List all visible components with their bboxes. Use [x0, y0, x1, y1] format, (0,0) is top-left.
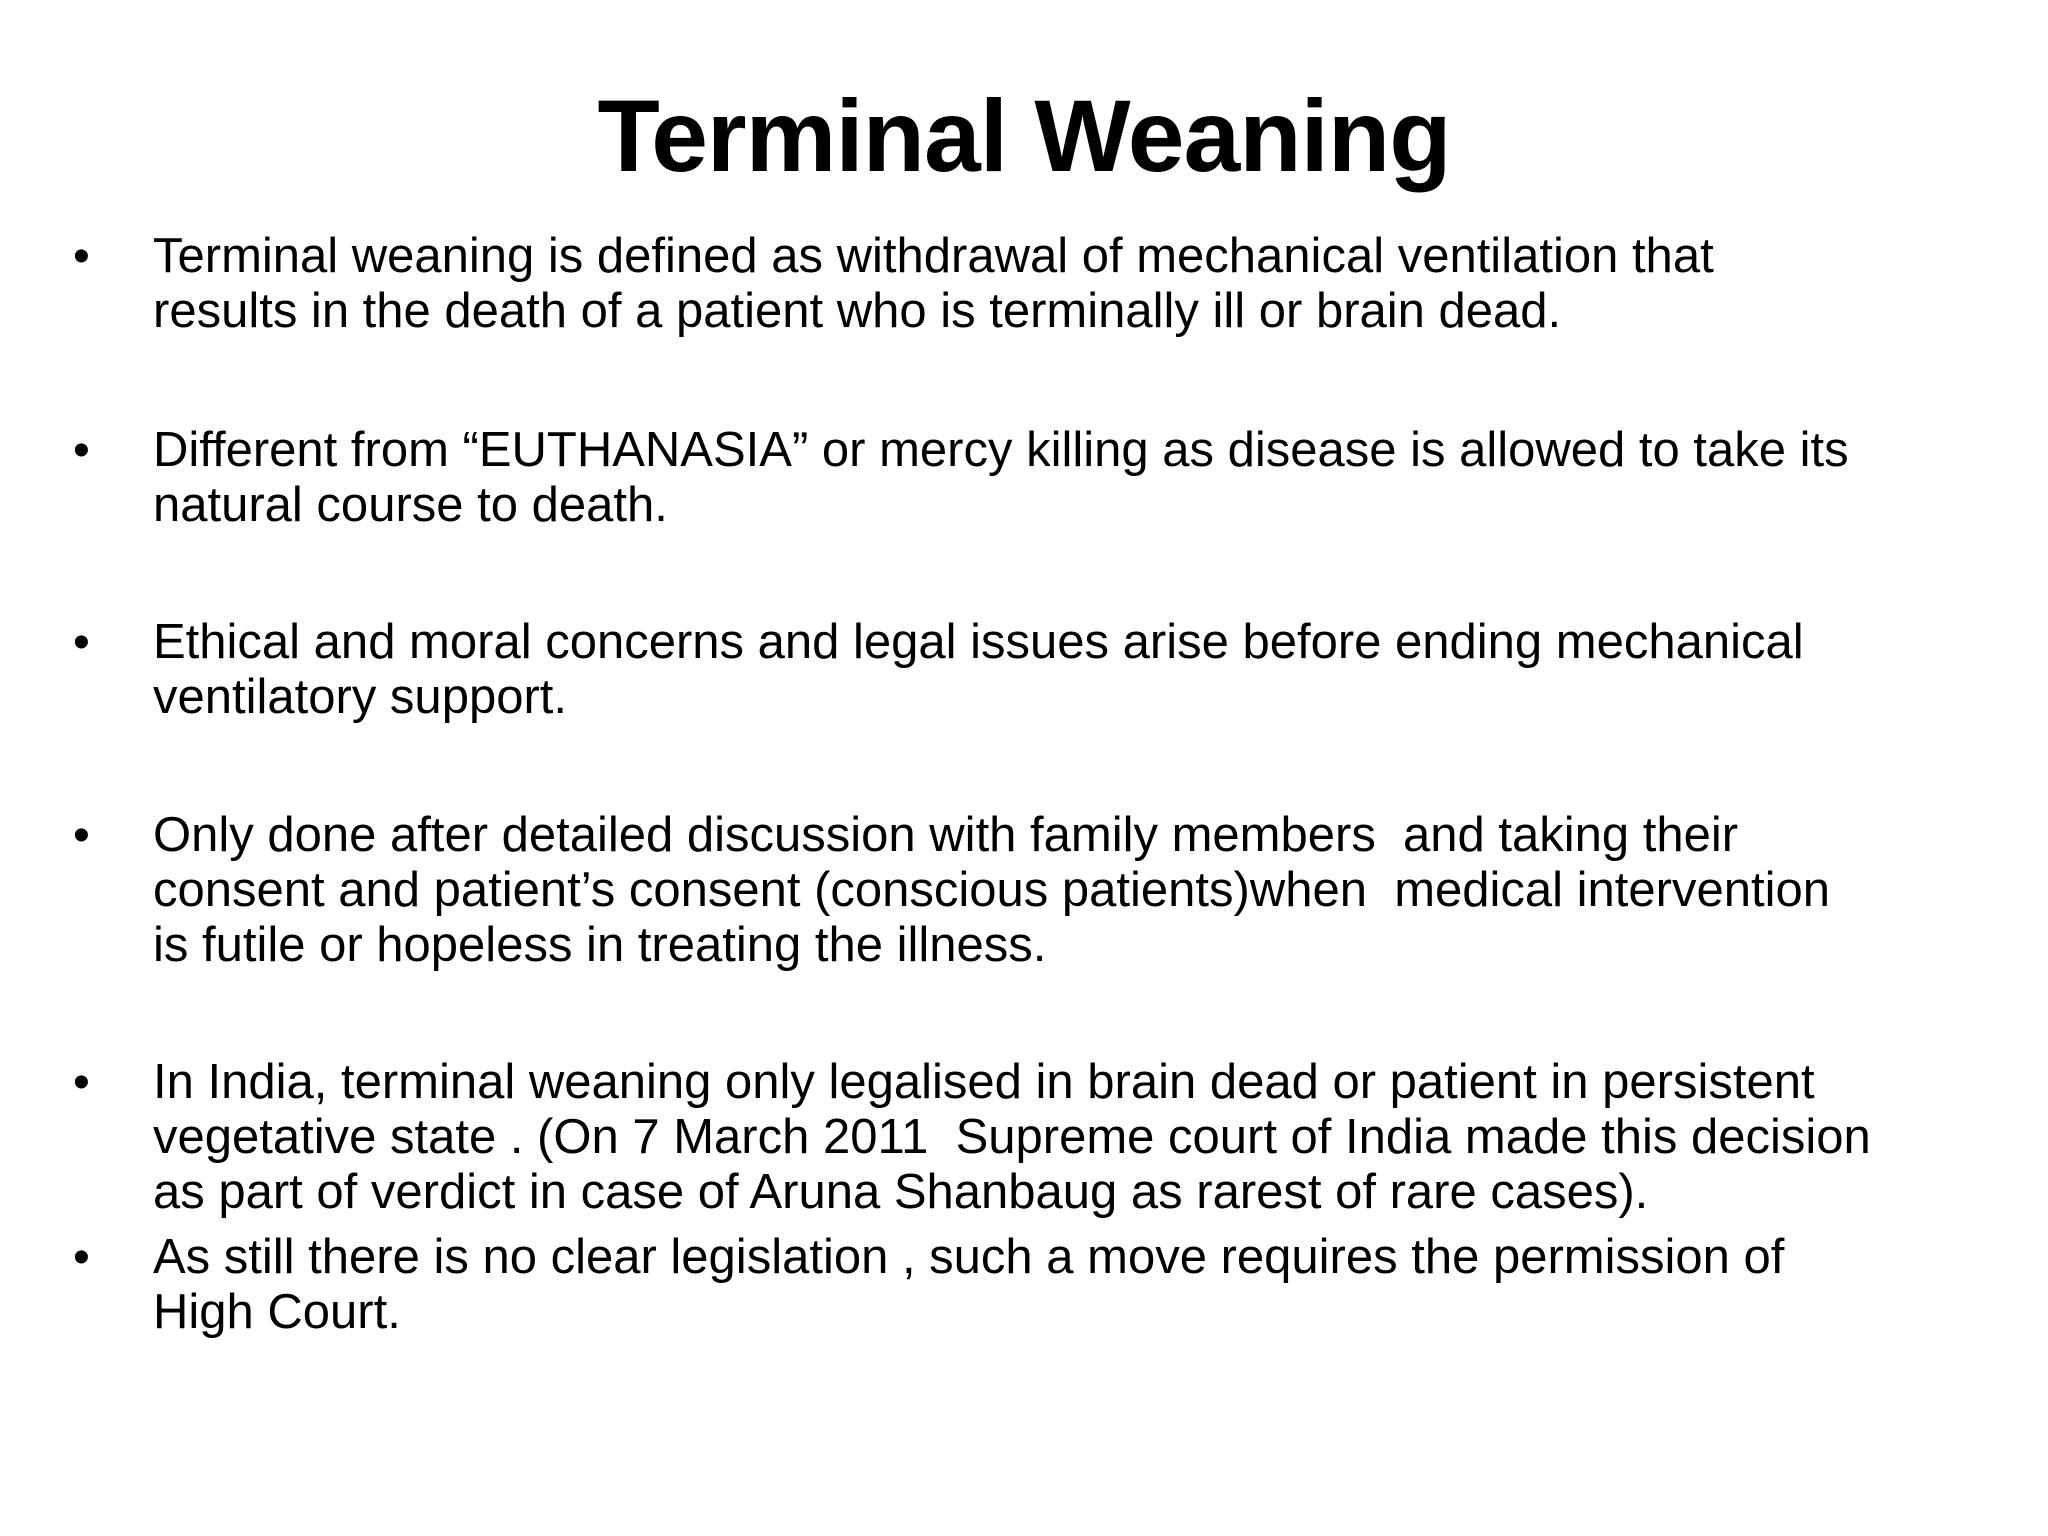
bullet-line: ventilatory support. — [153, 670, 567, 724]
bullet-line: In India, terminal weaning only legalised in brain dead or patient in persistent — [153, 1055, 1815, 1109]
bullet-line: consent and patient’s consent (conscious patients)when medical intervention — [153, 863, 1830, 917]
bullet-line: natural course to death. — [153, 478, 668, 532]
bullet-line: Ethical and moral concerns and legal issues arise before ending mechanical — [153, 615, 1804, 669]
bullet-item — [70, 229, 2010, 339]
bullet-line: as part of verdict in case of Aruna Shanbaug as rarest of rare cases). — [153, 1165, 1649, 1219]
bullet-line: is futile or hopeless in treating the illness. — [153, 918, 1047, 972]
bullet-item — [70, 615, 2010, 725]
bullet-line: High Court. — [153, 1285, 401, 1339]
slide-title: Terminal Weaning — [597, 79, 1451, 193]
bullet-item — [70, 808, 2010, 973]
bullet-item — [70, 423, 2010, 533]
bullet-line: vegetative state . (On 7 March 2011 Supreme court of India made this decision — [153, 1110, 1871, 1164]
bullet-text — [153, 1055, 2010, 1220]
bullet-text — [153, 615, 2010, 725]
bullet-item — [70, 1230, 2010, 1340]
bullet-text — [153, 229, 2010, 339]
bullet-text — [153, 423, 2010, 533]
bullet-line: Terminal weaning is defined as withdrawal of mechanical ventilation that — [153, 229, 1714, 283]
bullet-marker: • — [73, 424, 90, 477]
bullet-marker: • — [73, 1056, 90, 1109]
bullet-marker: • — [73, 809, 90, 862]
bullet-line: As still there is no clear legislation , such a move requires the permission of — [153, 1230, 1785, 1284]
bullet-marker: • — [73, 616, 90, 669]
bullet-marker: • — [73, 230, 90, 283]
bullet-line: Only done after detailed discussion with family members and taking their — [153, 808, 1739, 862]
bullet-line: Different from “EUTHANASIA” or mercy killing as disease is allowed to take its — [153, 423, 1849, 477]
bullet-line: results in the death of a patient who is terminally ill or brain dead. — [153, 284, 1562, 338]
bullet-item — [70, 1055, 2010, 1220]
bullet-text — [153, 1230, 2010, 1340]
bullet-text — [153, 808, 2010, 973]
bullet-marker: • — [73, 1231, 90, 1284]
